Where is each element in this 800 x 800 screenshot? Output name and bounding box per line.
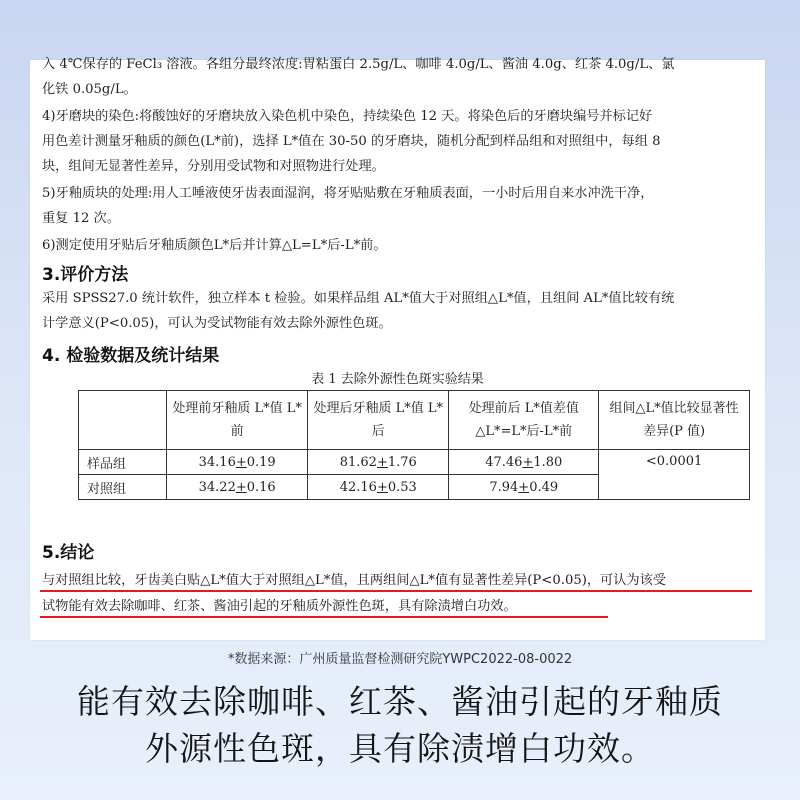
highlight-underline	[40, 590, 752, 592]
header-cell-before: 处理前牙釉质 L*值 L*前	[167, 391, 308, 450]
intro-line: 入 4℃保存的 FeCl₃ 溶液。各组分最终浓度:胃粘蛋白 2.5g/L、咖啡 4.0g/L、酱油 4.0g、红茶 4.0g/L、氯	[42, 57, 675, 72]
step-6-paragraph	[42, 233, 762, 258]
slogan-line-1: 能有效去除咖啡、红茶、酱油引起的牙釉质	[77, 682, 723, 721]
highlight-underline	[40, 616, 608, 618]
materials-paragraph	[42, 52, 762, 102]
cell-difference: 7.94+0.49	[449, 475, 599, 500]
step-4-line: 块，组间无显著性差异，分别用受试物和对照物进行处理。	[42, 159, 385, 174]
method-line: 计学意义(P<0.05)，可认为受试物能有效去除外源性色斑。	[42, 316, 392, 331]
cell-difference: 47.46+1.80	[449, 450, 599, 475]
step-5-line: 重复 12 次。	[42, 211, 120, 226]
table-caption: 表 1 去除外源性色斑实验结果	[311, 372, 484, 387]
cell-after: 42.16+0.53	[308, 475, 449, 500]
table-row	[79, 450, 750, 475]
step-6-line: 6)测定使用牙贴后牙釉质颜色L*后并计算△L=L*后-L*前。	[42, 238, 387, 253]
cell-before: 34.16+0.19	[167, 450, 308, 475]
section-3-title: 3.评价方法	[42, 265, 129, 285]
header-cell-p-value: 组间△L*值比较显著性差异(P 值)	[599, 391, 750, 450]
section-5-title: 5.结论	[42, 543, 95, 563]
step-4-paragraph	[42, 104, 762, 179]
results-table	[78, 390, 750, 500]
conclusion-line: 试物能有效去除咖啡、红茶、酱油引起的牙釉质外源性色斑，具有除渍增白功效。	[42, 599, 517, 614]
step-4-line: 4)牙磨块的染色:将酸蚀好的牙磨块放入染色机中染色，持续染色 12 天。将染色后的牙磨块编号并标记好	[42, 109, 653, 124]
data-source-note: *数据来源：广州质量监督检测研究院YWPC2022-08-0022	[227, 652, 573, 667]
row-label-sample: 样品组	[79, 450, 167, 475]
row-label-control: 对照组	[79, 475, 167, 500]
table-header-row	[79, 391, 750, 450]
step-4-line: 用色差计测量牙釉质的颜色(L*前)，选择 L*值在 30-50 的牙磨块，随机分配到样品组和对照组中，每组 8	[42, 134, 661, 149]
header-cell-after: 处理后牙釉质 L*值 L*后	[308, 391, 449, 450]
slogan-line-2: 外源性色斑，具有除渍增白功效。	[145, 729, 655, 768]
intro-line-2: 化铁 0.05g/L。	[42, 82, 137, 97]
conclusion-paragraph	[42, 568, 762, 620]
cell-p-value: <0.0001	[599, 450, 750, 500]
method-paragraph	[42, 286, 762, 336]
step-5-line: 5)牙釉质块的处理:用人工唾液使牙齿表面湿润，将牙贴贴敷在牙釉质表面，一小时后用自来水冲洗干净，	[42, 186, 654, 201]
conclusion-line: 与对照组比较，牙齿美白贴△L*值大于对照组△L*值，且两组间△L*值有显著性差异(P<0.05)，可认为该受	[42, 573, 666, 588]
section-4-title: 4. 检验数据及统计结果	[42, 346, 220, 366]
header-cell-difference: 处理前后 L*值差值 △L*=L*后-L*前	[449, 391, 599, 450]
step-5-paragraph	[42, 181, 762, 231]
cell-after: 81.62+1.76	[308, 450, 449, 475]
header-cell-empty	[79, 391, 167, 450]
cell-before: 34.22+0.16	[167, 475, 308, 500]
method-line: 采用 SPSS27.0 统计软件，独立样本 t 检验。如果样品组 AL*值大于对照组△L*值，且组间 AL*值比较有统	[42, 291, 675, 306]
report-page	[30, 57, 765, 640]
